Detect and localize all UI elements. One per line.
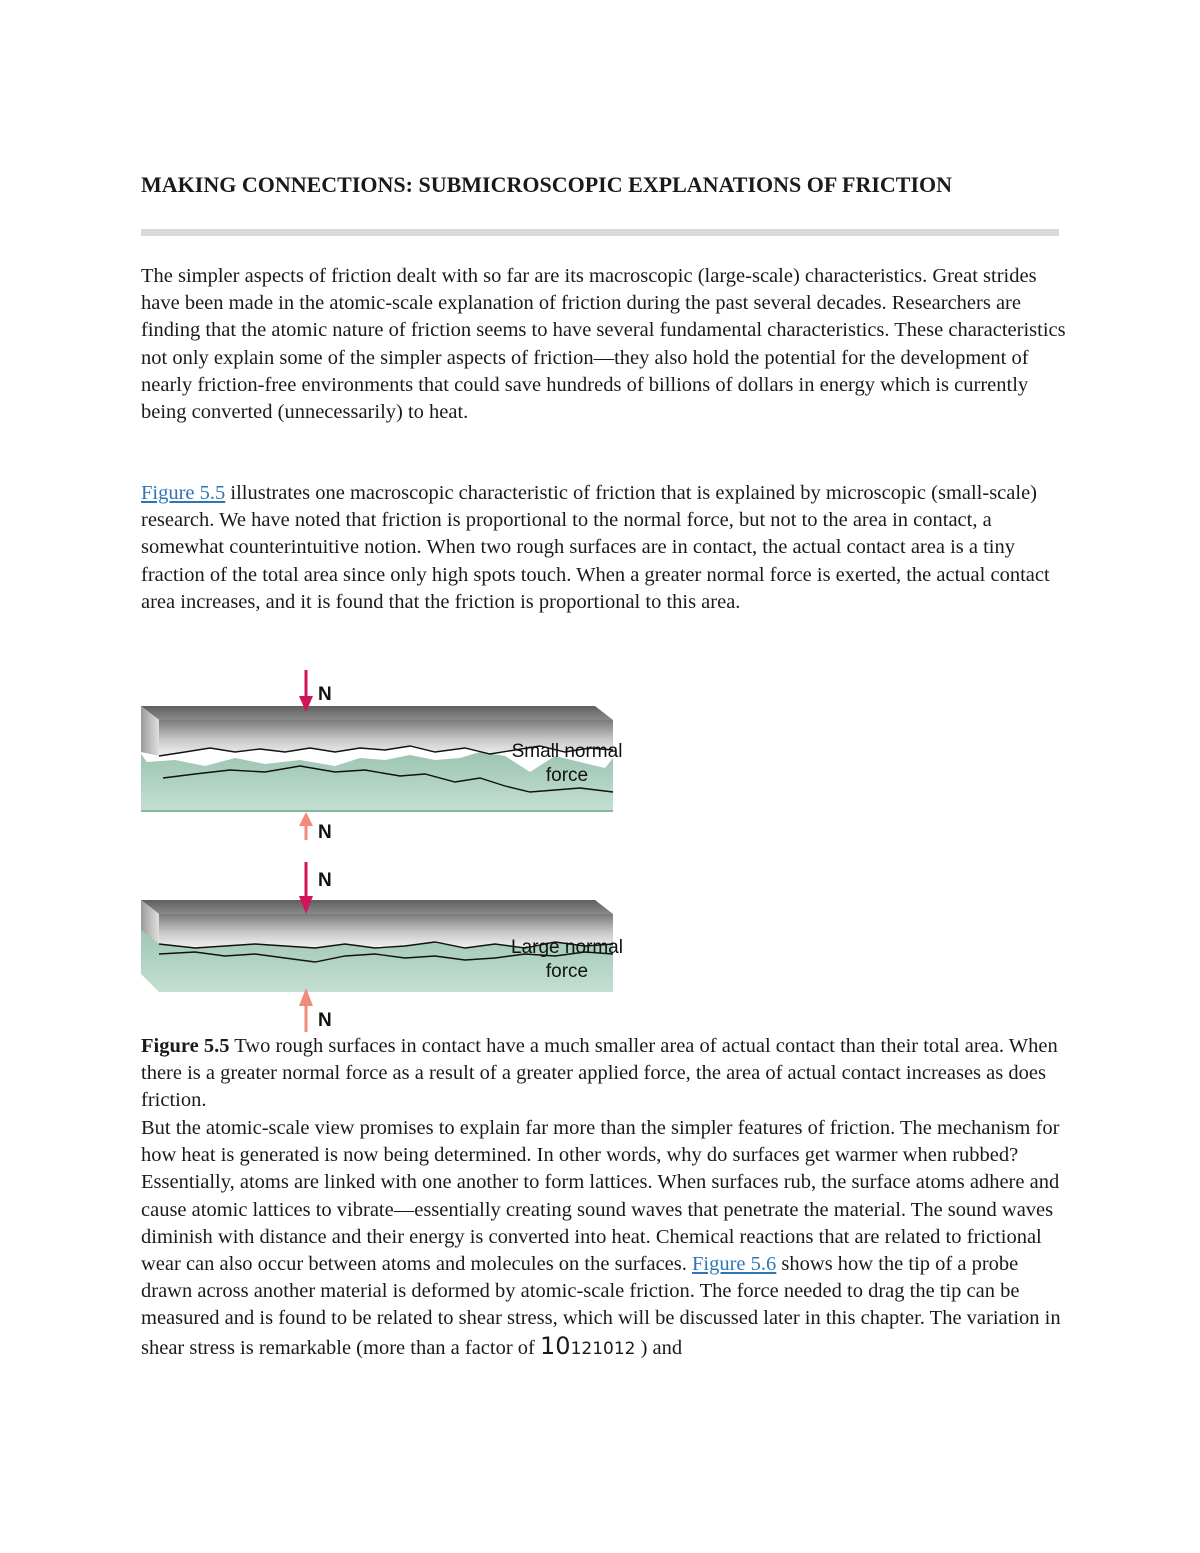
lower-block-small-bottom-edge	[141, 810, 613, 812]
heading-underline-rule	[141, 229, 1059, 236]
force-label-n-bottom-1: N	[318, 870, 332, 891]
figure-caption-label: Figure 5.5	[141, 1035, 230, 1057]
force-label-n-top-2: N	[318, 822, 332, 843]
atomic-scale-paragraph	[141, 1115, 1066, 1363]
atomic-scale-text-2: shows how the tip of a probe drawn across another material is deformed by atomic-scale friction. The force needed to drag the tip can be measured and is found to be related to shear stress, which will be discussed later in this chapter. The variation in shear stress is remarkable (more than a factor of	[141, 1253, 1061, 1359]
large-force-label-line2: force	[545, 961, 589, 982]
force-label-n-bottom-2: N	[318, 1010, 332, 1031]
large-force-diagram	[141, 862, 623, 1032]
figure-description-paragraph	[141, 480, 1066, 616]
figure-5-6-link[interactable]: Figure 5.6	[692, 1253, 777, 1276]
figure-caption-text: Two rough surfaces in contact have a much smaller area of actual contact than their total area. When there is a greater normal force as a result of a greater applied force, the area of actual contact increases as does friction.	[141, 1035, 1058, 1112]
intro-paragraph: The simpler aspects of friction dealt with so far are its macroscopic (large-scale) characteristics. Great strides have been made in the atomic-scale explanation of friction during the past several decades. Researchers are finding that the atomic nature of friction seems to have several fundamental characteristics. These characteristics not only explain some of the simpler aspects of friction—they also hold the potential for the development of nearly friction-free environments that could save hundreds of billions of dollars in energy which is currently being converted (unnecessarily) to heat.	[141, 265, 1066, 424]
figure-caption	[141, 1033, 1066, 1115]
small-force-label-line1: Small normal	[511, 741, 623, 762]
atomic-scale-text-3: ) and	[635, 1336, 683, 1359]
math-base-ten: 10	[540, 1331, 571, 1360]
force-label-n-top-1: N	[318, 684, 332, 705]
small-force-label-line2: force	[545, 765, 589, 786]
small-force-diagram	[141, 670, 622, 843]
figure-5-5-link[interactable]: Figure 5.5	[141, 482, 226, 504]
page-title: MAKING CONNECTIONS: SUBMICROSCOPIC EXPLANATIONS OF FRICTION	[141, 172, 953, 197]
atomic-scale-text-1: But the atomic-scale view promises to explain far more than the simpler features of friction. The mechanism for how heat is generated is now being determined. In other words, why do surfaces get warmer when rubbed? Essentially, atoms are linked with one another to form lattices. When surfaces rub, the surface atoms adhere and cause atomic lattices to vibrate—essentially creating sound waves that penetrate the material. The sound waves diminish with distance and their energy is converted into heat. Chemical reactions that are related to frictional wear can also occur between atoms and molecules on the surfaces.	[141, 1117, 1060, 1276]
upper-block-small-top	[141, 706, 613, 720]
large-force-label-line1: Large normal	[511, 937, 623, 958]
figure-description-text: illustrates one macroscopic characteristic of friction that is explained by microscopic (small-scale) research. We have noted that friction is proportional to the normal force, but not to the area in contact, a somewhat counterintuitive notion. When two rough surfaces are in contact, the actual contact area is a tiny fraction of the total area since only high spots touch. When a greater normal force is exerted, the actual contact area increases, and it is found that the friction is proportional to this area.	[141, 482, 1050, 613]
upper-block-large-top	[141, 900, 613, 914]
normal-force-up-arrowhead-small	[299, 812, 313, 826]
math-exponent: 121012	[570, 1338, 636, 1359]
friction-contact-figure	[135, 662, 645, 1034]
